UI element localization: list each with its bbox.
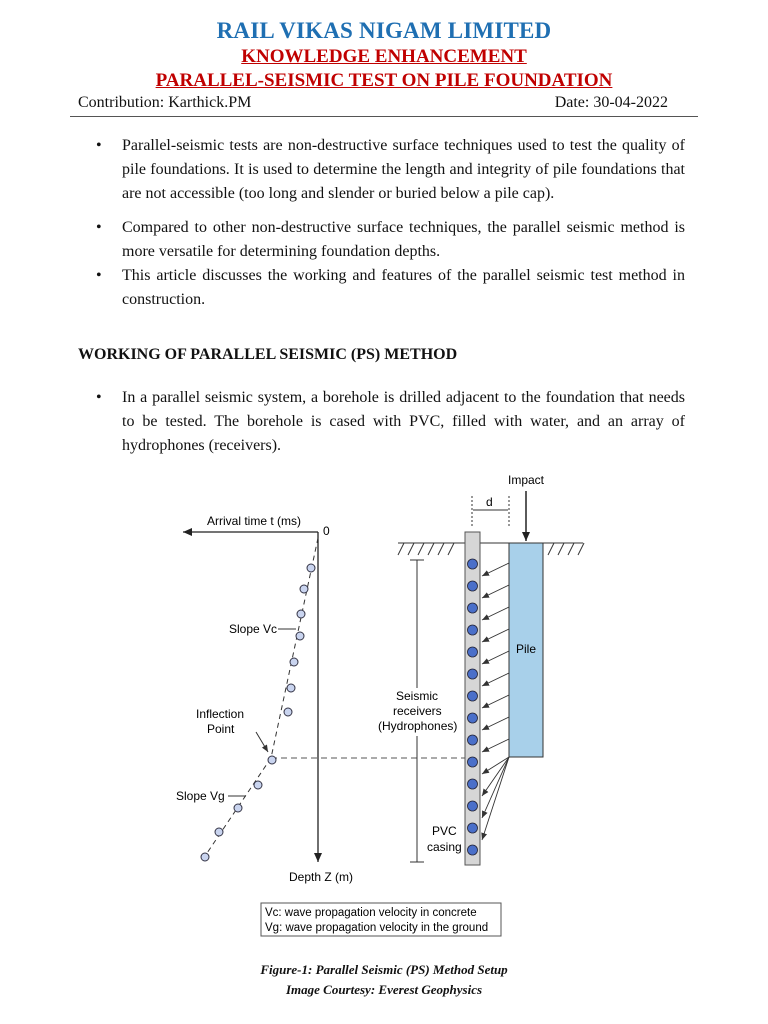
receivers-label-1: Seismic	[396, 689, 439, 703]
contribution: Contribution: Karthick.PM	[78, 94, 252, 111]
d-label: d	[486, 495, 493, 509]
legend-vc: Vc: wave propagation velocity in concrete	[265, 907, 477, 919]
arrival-point	[284, 708, 292, 716]
intro-bullet-2: • Compared to other non-destructive surface techniques, the parallel seismic method is more versatile for determining foundation depths.	[88, 216, 685, 264]
impact-label: Impact	[508, 473, 545, 487]
doc-date: Date: 30-04-2022	[554, 94, 668, 111]
hydrophone	[468, 691, 478, 701]
hydrophone	[468, 801, 478, 811]
pvc-label-2: casing	[427, 840, 462, 854]
hydrophone	[468, 603, 478, 613]
legend-vg: Vg: wave propagation velocity in the ground	[265, 922, 489, 934]
zero-label: 0	[323, 524, 330, 538]
hydrophone	[468, 757, 478, 767]
intro-bullet-1: • Parallel-seismic tests are non-destructive surface techniques used to test the quality of pile foundations. It is used to determine the length and integrity of pile foundations that are not accessible (too long and slender or buried below a pile cap).	[88, 134, 685, 206]
ground-surface	[398, 543, 584, 555]
hydrophone	[468, 779, 478, 789]
hydrophone	[468, 647, 478, 657]
hydrophone	[468, 625, 478, 635]
inflection-pointer	[256, 732, 268, 752]
hydrophone	[468, 845, 478, 855]
doc-title: PARALLEL-SEISMIC TEST ON PILE FOUNDATION	[155, 70, 613, 91]
pvc-label-1: PVC	[432, 824, 457, 838]
slope-vg-label: Slope Vg	[176, 789, 225, 803]
pile-label: Pile	[516, 642, 537, 656]
arrival-point	[254, 781, 262, 789]
receivers-label-2: receivers	[393, 704, 442, 718]
section-bullet: • In a parallel seismic system, a borehole is drilled adjacent to the foundation that needs to be tested. The borehole is cased with PVC, filled with water, and an array of hydrophones (receivers).	[88, 386, 685, 458]
wave-arrows	[482, 563, 509, 840]
receivers-label-3: (Hydrophones)	[378, 719, 458, 733]
arrival-point	[290, 658, 298, 666]
arrival-point	[287, 684, 295, 692]
hydrophone	[468, 823, 478, 833]
section-heading: WORKING OF PARALLEL SEISMIC (PS) METHOD	[78, 346, 458, 363]
hydrophone	[468, 581, 478, 591]
hydrophone	[468, 735, 478, 745]
arrival-point	[296, 632, 304, 640]
intro-bullet-3: • This article discusses the working and features of the parallel seismic test method in construction.	[88, 264, 685, 312]
image-courtesy: Image Courtesy: Everest Geophysics	[285, 982, 483, 997]
inflection-label-2: Point	[207, 722, 235, 736]
arrival-point	[234, 804, 242, 812]
org-name: RAIL VIKAS NIGAM LIMITED	[216, 18, 552, 43]
hydrophone	[468, 669, 478, 679]
figure-caption: Figure-1: Parallel Seismic (PS) Method Setup	[260, 962, 508, 977]
depth-label: Depth Z (m)	[289, 870, 354, 884]
inflection-label-1: Inflection	[196, 707, 245, 721]
hydrophone	[468, 713, 478, 723]
arrival-point	[307, 564, 315, 572]
slope-vc-label: Slope Vc	[229, 622, 278, 636]
arrival-point	[201, 853, 209, 861]
arrival-time-label: Arrival time t (ms)	[207, 514, 301, 528]
arrival-point	[215, 828, 223, 836]
arrival-point	[297, 610, 305, 618]
hydrophone	[468, 559, 478, 569]
arrival-point	[300, 585, 308, 593]
arrival-point	[268, 756, 276, 764]
doc-subtitle: KNOWLEDGE ENHANCEMENT	[241, 46, 527, 67]
